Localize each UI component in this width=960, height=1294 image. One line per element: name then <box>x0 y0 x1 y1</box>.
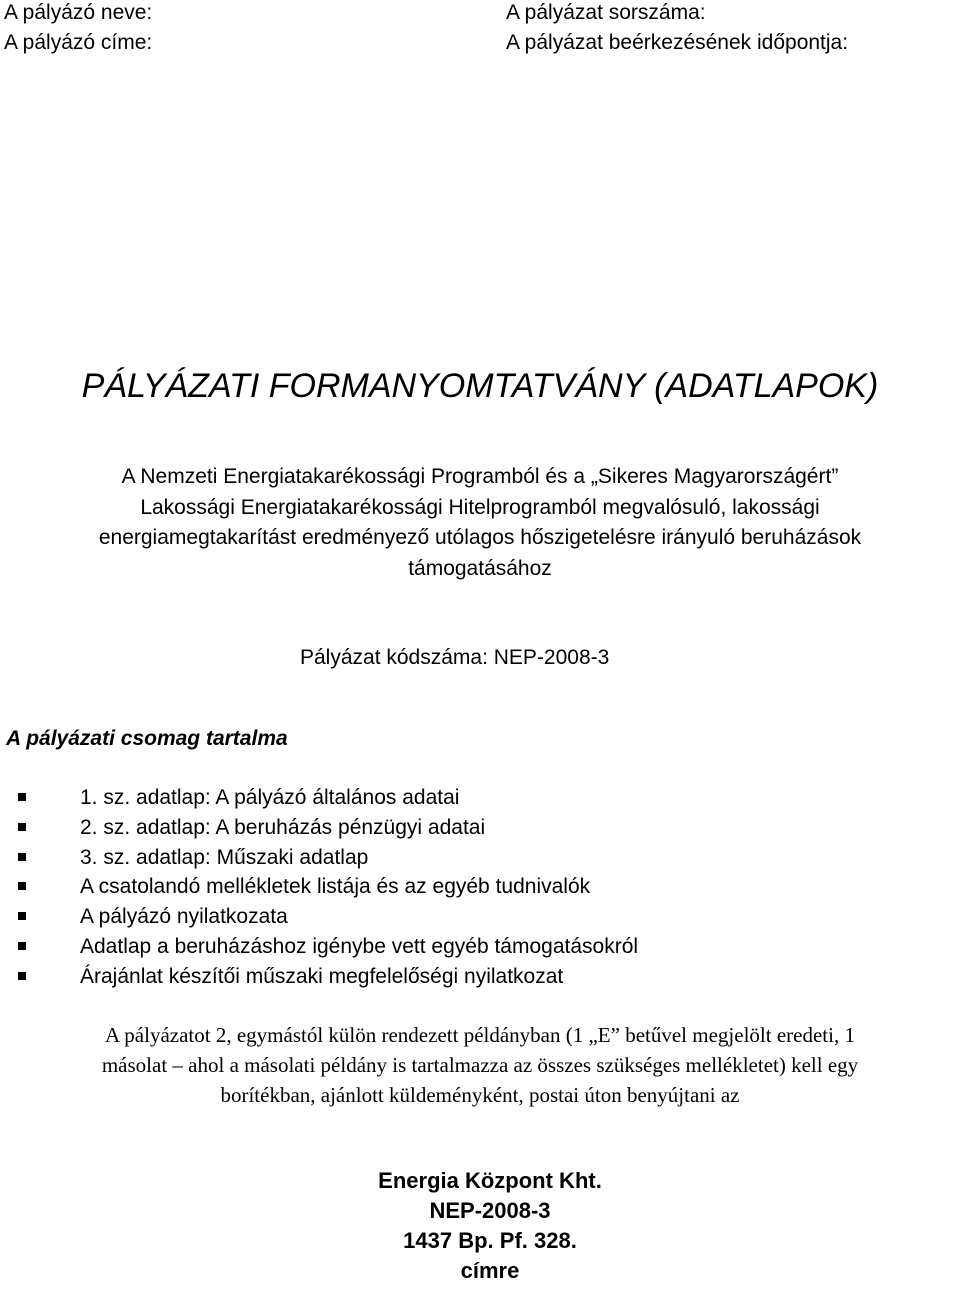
list-item-text: A pályázó nyilatkozata <box>80 905 288 929</box>
applicant-name-label: A pályázó neve: <box>4 1 153 24</box>
subtitle-line: A Nemzeti Energiatakarékossági Programból és a „Sikeres Magyarországért” <box>121 465 839 488</box>
subtitle-line: támogatásához <box>408 556 552 580</box>
package-heading: A pályázati csomag tartalma <box>6 727 288 750</box>
instructions-line: másolat – ahol a másolati példány is tartalmazza az összes szükséges mellékletet) kell egy <box>101 1053 859 1077</box>
header-right <box>506 0 848 58</box>
list-item-text: 1. sz. adatlap: A pályázó általános adatai <box>80 786 460 809</box>
square-bullet-icon <box>18 793 26 801</box>
subtitle-line: energiamegtakarítást eredményező utólagos hőszigetelésre irányuló beruházások <box>98 526 862 549</box>
instructions-line: borítékban, ajánlott küldeményként, postai úton benyújtani az <box>220 1083 740 1107</box>
address-line: 1437 Bp. Pf. 328. <box>403 1228 577 1253</box>
list-item-text: 2. sz. adatlap: A beruházás pénzügyi adatai <box>80 815 486 839</box>
subtitle-line: Lakossági Energiatakarékossági Hitelprogramból megvalósuló, lakossági <box>140 495 820 519</box>
square-bullet-icon <box>18 912 26 920</box>
document-subtitle <box>0 462 960 584</box>
list-item-text: Adatlap a beruházáshoz igénybe vett egyéb támogatásokról <box>80 934 639 958</box>
list-item-text: A csatolandó mellékletek listája és az egyéb tudnivalók <box>80 875 591 899</box>
instructions-line: A pályázatot 2, egymástól külön rendezett példányban (1 „E” betűvel megjelölt eredeti, 1 <box>105 1023 855 1047</box>
square-bullet-icon <box>18 823 26 831</box>
postal-address <box>0 1166 960 1286</box>
square-bullet-icon <box>18 942 26 950</box>
document-title: PÁLYÁZATI FORMANYOMTATVÁNY (ADATLAPOK) <box>81 367 879 405</box>
arrival-time-label: A pályázat beérkezésének időpontja: <box>506 31 849 54</box>
address-line: Energia Központ Kht. <box>378 1168 602 1193</box>
application-number-label: A pályázat sorszáma: <box>506 1 706 24</box>
square-bullet-icon <box>18 853 26 861</box>
square-bullet-icon <box>18 882 26 890</box>
list-item-text: Árajánlat készítői műszaki megfelelőségi nyilatkozat <box>80 964 564 988</box>
address-line: címre <box>460 1258 520 1283</box>
applicant-address-label: A pályázó címe: <box>4 31 153 54</box>
submission-instructions <box>0 1020 960 1110</box>
header-left <box>4 0 152 58</box>
square-bullet-icon <box>18 972 26 980</box>
application-code: Pályázat kódszáma: NEP-2008-3 <box>300 646 610 669</box>
address-line: NEP-2008-3 <box>429 1198 551 1223</box>
list-item-text: 3. sz. adatlap: Műszaki adatlap <box>80 845 369 869</box>
